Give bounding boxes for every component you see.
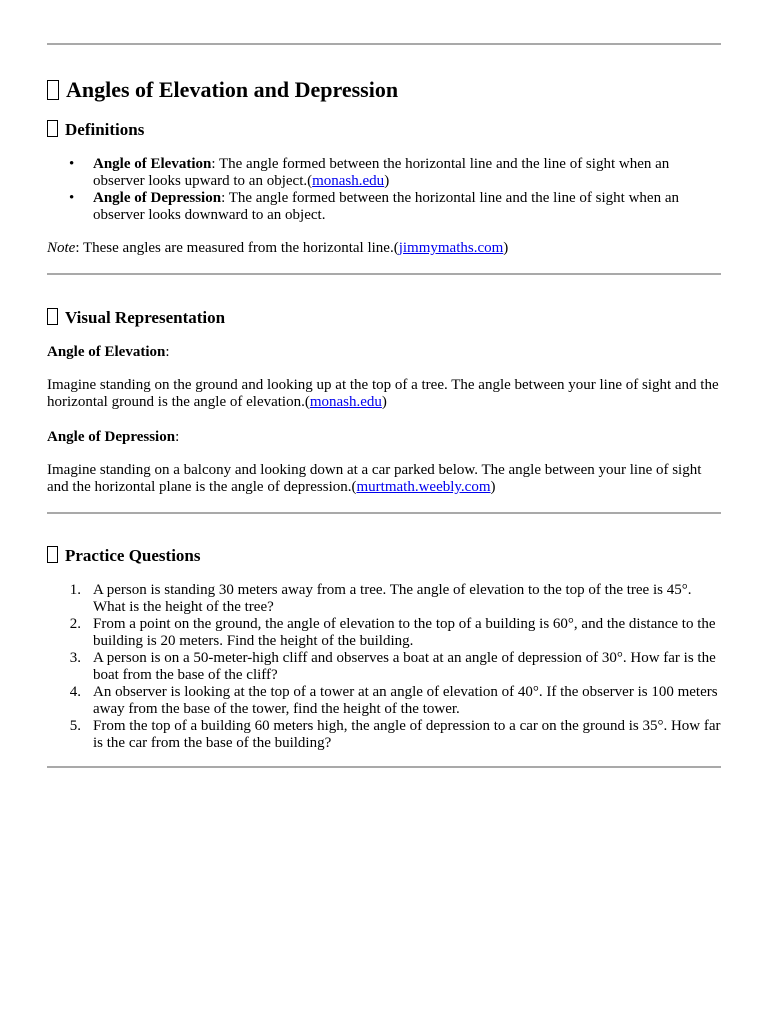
question-number: 1. (69, 582, 81, 598)
note-label: Note (47, 240, 76, 256)
paren-open: ( (351, 479, 357, 495)
page-title-text: Angles of Elevation and Depression (66, 77, 399, 102)
practice-heading-text: Practice Questions (65, 546, 201, 565)
elevation-paragraph (47, 377, 721, 411)
paren-close: ) (503, 240, 509, 256)
paren-close: ) (384, 173, 390, 189)
definitions-list (47, 156, 721, 224)
source-link-murtmath[interactable]: murtmath.weebly.com (356, 479, 491, 495)
definitions-heading-text: Definitions (65, 120, 145, 139)
list-item (47, 684, 721, 718)
elevation-label (47, 344, 721, 361)
note-text: : These angles are measured from the horizontal line. (75, 240, 394, 256)
depression-label (47, 429, 721, 446)
question-number: 5. (69, 718, 81, 734)
list-item (47, 190, 721, 224)
depression-label-text: Angle of Depression (47, 429, 176, 445)
question-text: A person is on a 50-meter-high cliff and observes a boat at an angle of depression of 30°. How far is the boat from the base of the cliff? (93, 650, 716, 683)
source-link-jimmymaths[interactable]: jimmymaths.com (398, 240, 504, 256)
definition-text: : The angle formed between the horizontal line and the line of sight when an observer looks downward to an object. (93, 190, 679, 223)
paren-open: ( (304, 394, 310, 410)
missing-glyph-icon (47, 120, 58, 137)
practice-questions-list (47, 582, 721, 752)
bullet-icon: • (69, 156, 75, 172)
question-number: 4. (69, 684, 81, 700)
paren-open: ( (393, 240, 399, 256)
depression-paragraph (47, 462, 721, 496)
divider-bottom (47, 766, 721, 768)
definition-text: : The angle formed between the horizontal line and the line of sight when an observer looks upward to an object. (93, 156, 670, 189)
question-text: From a point on the ground, the angle of elevation to the top of a building is 60°, and the distance to the building is 20 meters. Find the height of the building. (93, 616, 716, 649)
paren-close: ) (381, 394, 387, 410)
paren-close: ) (490, 479, 496, 495)
list-item (47, 582, 721, 616)
elevation-text: Imagine standing on the ground and looking up at the top of a tree. The angle between your line of sight and the horizontal ground is the angle of elevation. (47, 377, 719, 410)
note-paragraph (47, 240, 721, 257)
source-link-monash[interactable]: monash.edu (312, 173, 385, 189)
page-title (47, 77, 721, 103)
missing-glyph-icon (47, 80, 59, 100)
definitions-heading (47, 120, 721, 140)
divider (47, 512, 721, 514)
missing-glyph-icon (47, 546, 58, 563)
list-item (47, 156, 721, 190)
visual-heading (47, 308, 721, 328)
list-item (47, 650, 721, 684)
question-text: A person is standing 30 meters away from a tree. The angle of elevation to the top of the tree is 45°. What is the height of the tree? (93, 582, 692, 615)
divider-top (47, 43, 721, 45)
term-depression: Angle of Depression (93, 190, 222, 206)
question-text: From the top of a building 60 meters high, the angle of depression to a car on the ground is 35°. How far is the car from the base of the building? (93, 718, 721, 751)
divider (47, 273, 721, 275)
colon: : (175, 429, 180, 445)
term-elevation: Angle of Elevation (93, 156, 212, 172)
missing-glyph-icon (47, 308, 58, 325)
paren-open: ( (307, 173, 313, 189)
question-number: 3. (69, 650, 81, 666)
depression-text: Imagine standing on a balcony and looking down at a car parked below. The angle between your line of sight and the horizontal plane is the angle of depression. (47, 462, 702, 495)
practice-heading (47, 546, 721, 566)
visual-heading-text: Visual Representation (65, 308, 226, 327)
elevation-label-text: Angle of Elevation (47, 344, 166, 360)
bullet-icon: • (69, 190, 75, 206)
list-item (47, 616, 721, 650)
source-link-monash[interactable]: monash.edu (309, 394, 382, 410)
question-number: 2. (69, 616, 81, 632)
question-text: An observer is looking at the top of a tower at an angle of elevation of 40°. If the observer is 100 meters away from the base of the tower, find the height of the tower. (93, 684, 718, 717)
colon: : (165, 344, 170, 360)
list-item (47, 718, 721, 752)
